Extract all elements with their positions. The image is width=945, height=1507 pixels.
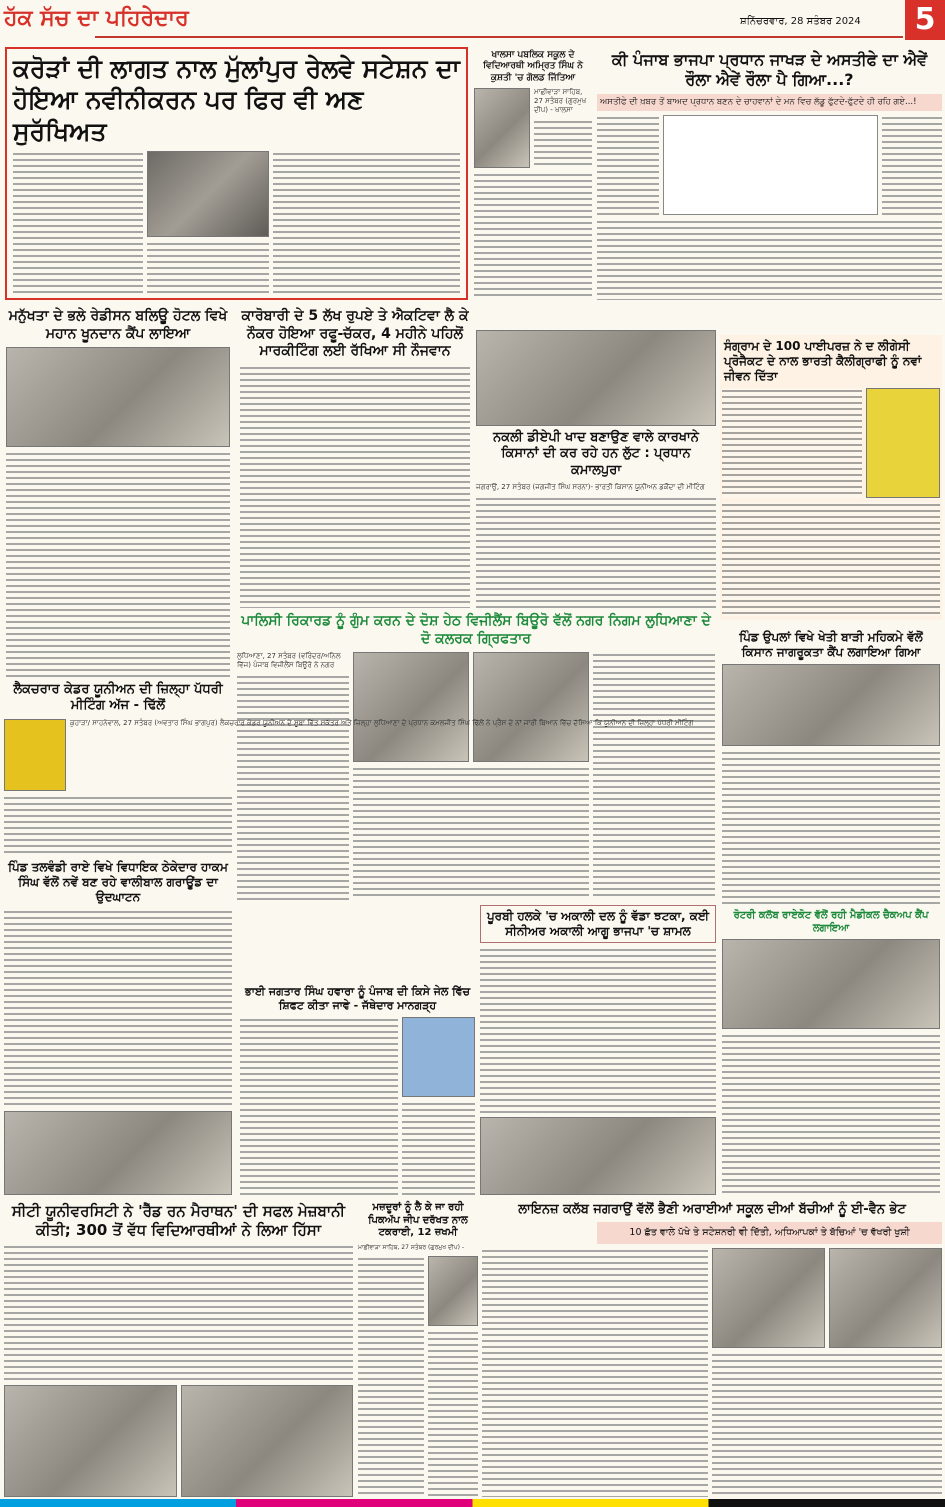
story-jakhar: [597, 50, 942, 300]
headline: ਪਿੰਡ ਉਪਲਾਂ ਵਿਖੇ ਖੇਤੀ ਬਾੜੀ ਮਹਿਕਮੇ ਵੱਲੋਂ ਕਿਸਾਨ ਜਾਗਰੂਕਤਾ ਕੈਂਪ ਲਗਾਇਆ ਗਿਆ: [739, 630, 923, 659]
story-uplan: [720, 630, 942, 905]
marathon-photo-1: [4, 1385, 177, 1497]
story-hawara: [240, 985, 475, 1195]
marathon-photo-2: [181, 1385, 354, 1497]
headline: ਕਾਰੋਬਾਰੀ ਦੇ 5 ਲੱਖ ਰੁਪਏ ਤੇ ਐਕਟਿਵਾ ਲੈ ਕੇ ਨੌਕਰ ਹੋਇਆ ਰਫੂ-ਚੱਕਰ, 4 ਮਹੀਨੇ ਪਹਿਲੋਂ ਮਾਰਕੀਟਿੰਗ ਲਈ ਰੱਖਿਆ ਸੀ ਨੌਜਵਾਨ: [241, 308, 469, 359]
dateline: ਜਗਰਾਉਂ, 27 ਸਤੰਬਰ (ਜਗਜੀਤ ਸਿੰਘ ਸਰਨਾ)- ਭਾਰਤੀ ਕਿਸਾਨ ਯੂਨੀਅਨ ਡਕੌਂਦਾ ਦੀ ਮੀਟਿੰਗ: [476, 482, 705, 491]
headline: ਪਾਲਿਸੀ ਰਿਕਾਰਡ ਨੂੰ ਗੁੰਮ ਕਰਨ ਦੇ ਦੋਸ਼ ਹੇਠ ਵਿਜੀਲੈਂਸ ਬਿਊਰੋ ਵੱਲੋਂ ਨਗਰ ਨਿਗਮ ਲੁਧਿਆਣਾ ਦੇ ਦੋ ਕਲਰਕ ਗ੍ਰਿਫਤਾਰ: [241, 613, 711, 647]
headline: ਸੀਟੀ ਯੂਨੀਵਰਸਿਟੀ ਨੇ 'ਰੈੱਡ ਰਨ ਮੈਰਾਥਨ' ਦੀ ਸਫਲ ਮੇਜ਼ਬਾਨੀ ਕੀਤੀ; 300 ਤੋਂ ਵੱਧ ਵਿਦਿਆਰਥੀਆਂ ਨੇ ਲਿਆ ਹਿੱਸਾ: [11, 1202, 346, 1239]
headline: ਨਕਲੀ ਡੀਏਪੀ ਖਾਦ ਬਣਾਉਣ ਵਾਲੇ ਕਾਰਖਾਨੇ ਕਿਸਾਨਾਂ ਦੀ ਕਰ ਰਹੇ ਹਨ ਲੁੱਟ : ਪ੍ਰਧਾਨ ਕਮਾਲਪੁਰਾ: [493, 430, 699, 478]
dateline: ਕੁਹਾੜਾ/ ਸਾਹਨੇਵਾਲ, 27 ਸਤੰਬਰ (ਅਵਤਾਰ ਸਿੰਘ ਭਾਗਪੁਰ) ਲੈਕਚਰਾਰ ਕੇਡਰ ਯੂਨੀਅਨ ਦੇ ਸੂਬਾ ਵਿੱਤ ਸਕੱਤਰ ਅਤੇ ਜ਼ਿਲ੍ਹਾ ਲੁਧਿਆਣਾ ਦੇ ਪ੍ਰਧਾਨ ਕਮਲਜੀਤ ਸਿੰਘ ਢਿੱਲੋਂ ਨੇ ਪ੍ਰੈਸ ਦੇ ਨਾਂ ਜਾਰੀ ਬਿਆਨ ਵਿੱਚ ਦੱਸਿਆ ਕਿ ਯੂਨੀਅਨ ਦੀ ਜ਼ਿਲ੍ਹਾ ਪੱਧਰੀ ਮੀਟਿੰਗ: [70, 718, 694, 727]
student-photo: [474, 88, 530, 168]
calligraphy-photo: [866, 388, 940, 498]
uplan-camp-photo: [722, 664, 940, 746]
headline: ਮਨੁੱਖਤਾ ਦੇ ਭਲੇ ਰੇਡੀਸਨ ਬਲਿਊ ਹੋਟਲ ਵਿਖੇ ਮਹਾਨ ਖੂਨਦਾਨ ਕੈਂਪ ਲਾਇਆ: [8, 308, 228, 342]
masthead-rule: [95, 36, 903, 38]
story-activa: [240, 308, 470, 608]
jathedar-photo: [402, 1017, 475, 1097]
e-van-photo-2: [829, 1248, 942, 1348]
story-sangam: [720, 335, 942, 620]
story-lions: [482, 1202, 942, 1497]
dateline: ਮਾਛੀਵਾੜਾ ਸਾਹਿਬ, 27 ਸਤੰਬਰ (ਗੁਰਮੁਖ ਦੀਪ) - ਖਾਲਸਾ: [534, 87, 587, 114]
issue-date: ਸ਼ਨਿੱਚਰਵਾਰ, 28 ਸਤੰਬਰ 2024: [740, 16, 861, 27]
headline: ਪੂਰਬੀ ਹਲਕੇ 'ਚ ਅਕਾਲੀ ਦਲ ਨੂੰ ਵੱਡਾ ਝਟਕਾ, ਕਈ ਸੀਨੀਅਰ ਅਕਾਲੀ ਆਗੂ ਭਾਜਪਾ 'ਚ ਸ਼ਾਮਲ: [480, 905, 716, 943]
volleyball-ground-photo: [4, 1111, 232, 1195]
cartoon: [663, 115, 878, 215]
dateline: ਮਾਛੀਵਾੜਾ ਸਾਹਿਬ, 27 ਸਤੰਬਰ (ਗੁਰਮੁਖ ਦੀਪ) -: [358, 1243, 465, 1251]
masthead: [0, 0, 945, 44]
headline: ਭਾਈ ਜਗਤਾਰ ਸਿੰਘ ਹਵਾਰਾ ਨੂੰ ਪੰਜਾਬ ਦੀ ਕਿਸੇ ਜੇਲ ਵਿੱਚ ਸ਼ਿਫਟ ਕੀਤਾ ਜਾਵੇ - ਜੱਥੇਦਾਰ ਮਾਨਗੜ੍ਹ: [244, 985, 471, 1012]
union-leader-photo: [4, 719, 66, 791]
headline: ਖਾਲਸਾ ਪਬਲਿਕ ਸਕੂਲ ਦੇ ਵਿਦਿਆਰਥੀ ਅਮ੍ਰਿਤ ਸਿੰਘ ਨੇ ਕੁਸ਼ਤੀ 'ਚ ਗੋਲਡ ਜਿੱਤਿਆ: [483, 50, 583, 83]
headline: ਸੰਗ੍ਰਾਮ ਦੇ 100 ਪਾਈਪਰਜ਼ ਨੇ ਦ ਲੀਗੇਸੀ ਪ੍ਰੋਜੈਕਟ ਦੇ ਨਾਲ ਭਾਰਤੀ ਕੈਲੀਗ੍ਰਾਫੀ ਨੂੰ ਨਵਾਂ ਜੀਵਨ ਦਿੱਤਾ: [724, 339, 922, 383]
bjp-joining-photo: [480, 1117, 716, 1195]
blood-camp-photo: [6, 347, 230, 447]
headline: ਰੋਟਰੀ ਕਲੱਬ ਰਾਏਕੋਟ ਵੱਲੋਂ ਰਹੀ ਮੈਡੀਕਲ ਚੈਕਅਪ ਕੈਂਪ ਲਗਾਇਆ: [733, 910, 929, 934]
headline: ਲਾਇਨਜ਼ ਕਲੱਬ ਜਗਰਾਉਂ ਵੱਲੋਂ ਭੈਣੀ ਅਰਾਈਆਂ ਸਕੂਲ ਦੀਆਂ ਬੱਚੀਆਂ ਨੂੰ ਈ-ਵੈਨ ਭੇਟ: [518, 1202, 906, 1217]
subheadline: ਅਸਤੀਫੇ ਦੀ ਖ਼ਬਰ ਤੋਂ ਬਾਅਦ ਪ੍ਰਧਾਨ ਬਣਨ ਦੇ ਚਾਹਵਾਨਾਂ ਦੇ ਮਨ ਵਿਚ ਲੱਡੂ ਫੁੱਟਦੇ-ਫੁੱਟਦੇ ਹੀ ਰਹਿ ਗਏ...!: [597, 94, 942, 111]
story-ct-university: [2, 1202, 355, 1497]
story-lecturer: [2, 682, 694, 854]
medical-camp-photo: [722, 939, 940, 1029]
headline: ਕੀ ਪੰਜਾਬ ਭਾਜਪਾ ਪ੍ਰਧਾਨ ਜਾਖੜ ਦੇ ਅਸਤੀਫੇ ਦਾ ਐਵੇਂ ਰੌਲਾ ਐਵੇਂ ਰੌਲਾ ਪੈ ਗਿਆ...?: [611, 50, 928, 89]
story-purbi: [480, 905, 716, 1195]
story-pickup: [358, 1202, 478, 1497]
dateline: ਲੁਧਿਆਣਾ, 27 ਸਤੰਬਰ (ਵਰਿੰਦਰ/ਅਨਿਲ ਵਿੱਜ) ਪੰਜਾਬ ਵਿਜੀਲੈਂਸ ਬਿਊਰੋ ਨੇ ਨਗਰ: [237, 652, 341, 669]
page-number: 5: [905, 0, 945, 40]
headline: ਲੈਕਚਰਾਰ ਕੇਡਰ ਯੂਨੀਅਨ ਦੀ ਜ਼ਿਲ੍ਹਾ ਪੱਧਰੀ ਮੀਟਿੰਗ ਅੱਜ - ਢਿੱਲੋਂ: [13, 682, 223, 714]
newspaper-logo: ਹੱਕ ਸੱਚ ਦਾ ਪਹਿਰੇਦਾਰ: [4, 6, 189, 31]
e-van-photo-1: [712, 1248, 825, 1348]
story-talwandi: [2, 860, 234, 1195]
railway-station-photo: [147, 151, 269, 237]
headline: ਪਿੰਡ ਤਲਵੰਡੀ ਰਾਏ ਵਿਖੇ ਵਿਧਾਇਕ ਠੇਕੇਦਾਰ ਹਾਕਮ ਸਿੰਘ ਵੱਲੋਂ ਨਵੇਂ ਬਣ ਰਹੇ ਵਾਲੀਬਾਲ ਗਰਾਊਂਡ ਦਾ ਉਦਘਾਟਨ: [8, 860, 228, 904]
subheadline: 10 ਛੱਤ ਵਾਲੇ ਪੱਖੇ ਤੇ ਸਟੇਸ਼ਨਰੀ ਵੀ ਦਿੱਤੀ, ਅਧਿਆਪਕਾਂ ਤੇ ਬੱਚਿਆਂ 'ਚ ਵੱਖਰੀ ਖੁਸ਼ੀ: [597, 1222, 942, 1244]
story-blood-camp: [2, 308, 234, 678]
headline: ਕਰੋੜਾਂ ਦੀ ਲਾਗਤ ਨਾਲ ਮੁੱਲਾਂਪੁਰ ਰੇਲਵੇ ਸਟੇਸ਼ਨ ਦਾ ਹੋਇਆ ਨਵੀਨੀਕਰਨ ਪਰ ਫਿਰ ਵੀ ਅਣ ਸੁਰੱਖਿਅਤ: [13, 54, 460, 146]
color-registration-strip: [0, 1499, 945, 1507]
story-rotary: [720, 910, 942, 1195]
story-railway: [5, 47, 468, 300]
accident-photo: [428, 1256, 478, 1326]
story-khalsa-school: [474, 50, 592, 300]
farmers-meeting-photo: [476, 330, 716, 426]
headline: ਮਜ਼ਦੂਰਾਂ ਨੂੰ ਲੈ ਕੇ ਜਾ ਰਹੀ ਪਿਕਅੱਪ ਜੀਪ ਦਰੱਖਤ ਨਾਲ ਟਕਰਾਈ, 12 ਜ਼ਖਮੀ: [368, 1202, 468, 1238]
story-dap: [476, 330, 716, 608]
